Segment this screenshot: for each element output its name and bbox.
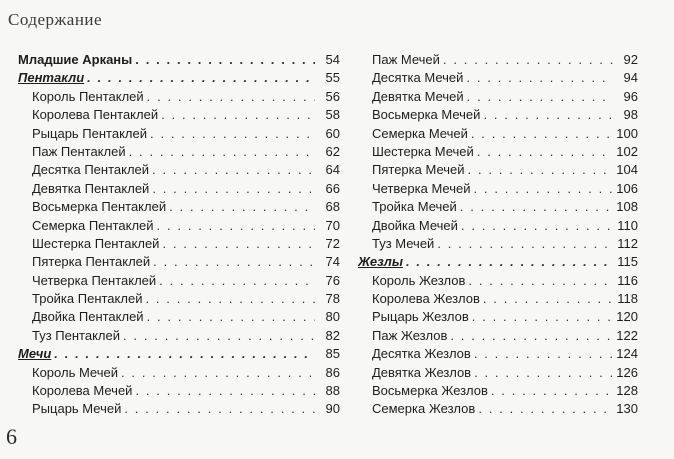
toc-entry xyxy=(358,217,638,235)
toc-entry-title: Девятка Пентаклей xyxy=(32,180,150,196)
toc-heading: Содержание xyxy=(8,10,103,29)
dot-leader xyxy=(461,217,613,235)
toc-entry xyxy=(18,272,340,290)
toc-entry xyxy=(358,327,638,345)
toc-entry xyxy=(358,125,638,143)
toc-entry xyxy=(358,364,638,382)
toc-entry xyxy=(18,198,340,216)
dot-leader xyxy=(124,400,315,418)
toc-entry-page: 102 xyxy=(616,143,638,159)
toc-entry xyxy=(358,272,638,290)
toc-entry-title: Девятка Мечей xyxy=(372,88,464,104)
toc-entry-page: 106 xyxy=(616,180,638,196)
toc-entry-page: 58 xyxy=(325,107,340,123)
toc-entry xyxy=(18,51,340,69)
dot-leader xyxy=(159,272,315,290)
dot-leader xyxy=(477,143,613,161)
toc-entry-title: Рыцарь Жезлов xyxy=(372,309,469,325)
dot-leader xyxy=(152,180,315,198)
toc-entry-title: Восьмерка Мечей xyxy=(372,107,481,123)
dot-leader xyxy=(129,143,315,161)
toc-entry xyxy=(358,51,638,69)
toc-entry xyxy=(18,69,340,87)
dot-leader xyxy=(87,69,315,87)
toc-entry-title: Паж Мечей xyxy=(372,52,440,67)
dot-leader xyxy=(153,253,315,271)
toc-entry xyxy=(358,382,638,400)
toc-entry-page: 76 xyxy=(325,272,340,288)
dot-leader xyxy=(474,180,614,198)
toc-entry-page: 122 xyxy=(616,327,638,343)
toc-entry-title: Десятка Пентаклей xyxy=(32,162,150,178)
toc-entry xyxy=(18,235,340,253)
toc-entry-page: 54 xyxy=(325,52,340,67)
toc-entry-title: Четверка Пентаклей xyxy=(32,272,157,288)
dot-leader xyxy=(468,161,613,179)
toc-entry-title: Шестерка Мечей xyxy=(372,143,474,159)
toc-entry-title: Восьмерка Жезлов xyxy=(372,383,488,399)
toc-entry xyxy=(358,69,638,87)
toc-entry-title: Тройка Мечей xyxy=(372,199,457,215)
toc-entry-page: 68 xyxy=(325,199,340,215)
toc-entry-page: 110 xyxy=(617,217,638,233)
toc-entry-title: Девятка Жезлов xyxy=(372,364,472,380)
toc-entry xyxy=(18,106,340,124)
toc-entry-title: Двойка Мечей xyxy=(372,217,458,233)
toc-entry-page: 78 xyxy=(325,291,340,307)
toc-entry xyxy=(18,217,340,235)
toc-left-column xyxy=(18,51,340,419)
toc-entry-page: 55 xyxy=(325,70,340,86)
toc-entry xyxy=(18,345,340,363)
dot-leader xyxy=(54,345,315,363)
toc-entry-title: Семерка Мечей xyxy=(372,125,468,141)
toc-entry xyxy=(358,345,638,363)
toc-entry-page: 92 xyxy=(623,52,638,67)
toc-entry xyxy=(358,143,638,161)
toc-entry-title: Младшие Арканы xyxy=(18,52,133,67)
toc-entry-title: Семерка Пентаклей xyxy=(32,217,154,233)
toc-entry-page: 96 xyxy=(623,88,638,104)
toc-entry-title: Четверка Мечей xyxy=(372,180,471,196)
toc-entry-page: 85 xyxy=(325,346,340,362)
dot-leader xyxy=(123,327,315,345)
toc-entry xyxy=(358,400,638,418)
toc-entry-title: Туз Пентаклей xyxy=(32,327,120,343)
toc-entry-page: 64 xyxy=(325,162,340,178)
dot-leader xyxy=(466,69,613,87)
toc-entry xyxy=(358,161,638,179)
toc-entry xyxy=(358,198,638,216)
toc-entry-title: Десятка Мечей xyxy=(372,70,464,86)
toc-entry-page: 116 xyxy=(617,272,638,288)
toc-entry-title: Рыцарь Мечей xyxy=(32,401,122,417)
toc-entry-title: Паж Пентаклей xyxy=(32,143,126,159)
toc-entry-title: Королева Пентаклей xyxy=(32,107,159,123)
toc-entry-title: Десятка Жезлов xyxy=(372,346,471,362)
toc-entry-page: 80 xyxy=(325,309,340,325)
dot-leader xyxy=(474,345,613,363)
toc-entry xyxy=(358,106,638,124)
toc-entry xyxy=(18,88,340,106)
toc-entry-page: 115 xyxy=(617,254,638,270)
toc-entry xyxy=(358,180,638,198)
toc-right-column xyxy=(358,51,638,419)
toc-entry-title: Король Мечей xyxy=(32,364,118,380)
toc-entry-title: Жезлы xyxy=(358,254,403,270)
dot-leader xyxy=(157,217,315,235)
dot-leader xyxy=(169,198,315,216)
toc-entry xyxy=(18,327,340,345)
dot-leader xyxy=(135,382,315,400)
toc-entry xyxy=(18,400,340,418)
toc-entry-page: 74 xyxy=(325,254,340,270)
dot-leader xyxy=(483,290,613,308)
toc-entry xyxy=(358,253,638,271)
dot-leader xyxy=(150,125,315,143)
toc-entry xyxy=(18,290,340,308)
dot-leader xyxy=(147,308,315,326)
dot-leader xyxy=(450,327,613,345)
toc-entry xyxy=(18,125,340,143)
toc-entry-title: Восьмерка Пентаклей xyxy=(32,199,167,215)
toc-entry-page: 72 xyxy=(325,235,340,251)
toc-entry xyxy=(358,88,638,106)
toc-entry-title: Пятерка Пентаклей xyxy=(32,254,151,270)
toc-entry-page: 118 xyxy=(617,291,638,307)
toc-entry-title: Туз Мечей xyxy=(372,235,435,251)
toc-entry xyxy=(18,364,340,382)
toc-entry-page: 66 xyxy=(325,180,340,196)
toc-entry xyxy=(18,382,340,400)
dot-leader xyxy=(152,161,315,179)
toc-entry-title: Рыцарь Пентаклей xyxy=(32,125,148,141)
toc-entry-title: Тройка Пентаклей xyxy=(32,291,143,307)
toc-entry-page: 86 xyxy=(325,364,340,380)
toc-entry-page: 56 xyxy=(325,88,340,104)
toc-entry xyxy=(18,143,340,161)
toc-entry-page: 112 xyxy=(617,235,638,251)
toc-entry-page: 62 xyxy=(325,143,340,159)
toc-entry-page: 90 xyxy=(325,401,340,417)
toc-entry-page: 100 xyxy=(616,125,638,141)
toc-entry-page: 120 xyxy=(616,309,638,325)
dot-leader xyxy=(468,272,613,290)
dot-leader xyxy=(406,253,613,271)
toc-entry-title: Пентакли xyxy=(18,70,85,86)
dot-leader xyxy=(437,235,613,253)
toc-entry-page: 94 xyxy=(623,70,638,86)
page-number: 6 xyxy=(6,424,17,449)
toc-entry-title: Королева Жезлов xyxy=(372,291,480,307)
dot-leader xyxy=(161,106,315,124)
toc-entry-page: 88 xyxy=(325,383,340,399)
toc-entry-page: 128 xyxy=(616,383,638,399)
toc-entry-page: 60 xyxy=(325,125,340,141)
toc-entry-title: Мечи xyxy=(18,346,52,362)
toc-entry-page: 124 xyxy=(616,346,638,362)
toc-entry-title: Король Пентаклей xyxy=(32,88,144,104)
toc-entry-page: 108 xyxy=(616,199,638,215)
toc-entry-page: 104 xyxy=(616,162,638,178)
toc-entry-title: Двойка Пентаклей xyxy=(32,309,144,325)
toc-entry-title: Король Жезлов xyxy=(372,272,466,288)
toc-entry-title: Шестерка Пентаклей xyxy=(32,235,160,251)
dot-leader xyxy=(443,51,613,69)
toc-entry-page: 130 xyxy=(616,401,638,417)
dot-leader xyxy=(121,364,315,382)
toc-entry xyxy=(18,308,340,326)
dot-leader xyxy=(135,51,315,69)
dot-leader xyxy=(474,364,613,382)
dot-leader xyxy=(483,106,613,124)
toc-entry-page: 126 xyxy=(616,364,638,380)
toc-entry-title: Семерка Жезлов xyxy=(372,401,476,417)
dot-leader xyxy=(491,382,613,400)
dot-leader xyxy=(478,400,613,418)
toc-entry xyxy=(358,308,638,326)
toc-entry xyxy=(358,290,638,308)
dot-leader xyxy=(467,88,613,106)
dot-leader xyxy=(471,125,613,143)
dot-leader xyxy=(472,308,613,326)
toc-entry-title: Королева Мечей xyxy=(32,383,133,399)
toc-entry xyxy=(358,235,638,253)
toc-entry xyxy=(18,180,340,198)
toc-entry-title: Паж Жезлов xyxy=(372,327,448,343)
dot-leader xyxy=(147,88,315,106)
toc-entry-page: 98 xyxy=(623,107,638,123)
toc-entry-page: 70 xyxy=(325,217,340,233)
toc-entry-title: Пятерка Мечей xyxy=(372,162,465,178)
toc-entry xyxy=(18,161,340,179)
toc-entry xyxy=(18,253,340,271)
toc-entry-page: 82 xyxy=(325,327,340,343)
dot-leader xyxy=(162,235,315,253)
dot-leader xyxy=(145,290,315,308)
dot-leader xyxy=(460,198,613,216)
